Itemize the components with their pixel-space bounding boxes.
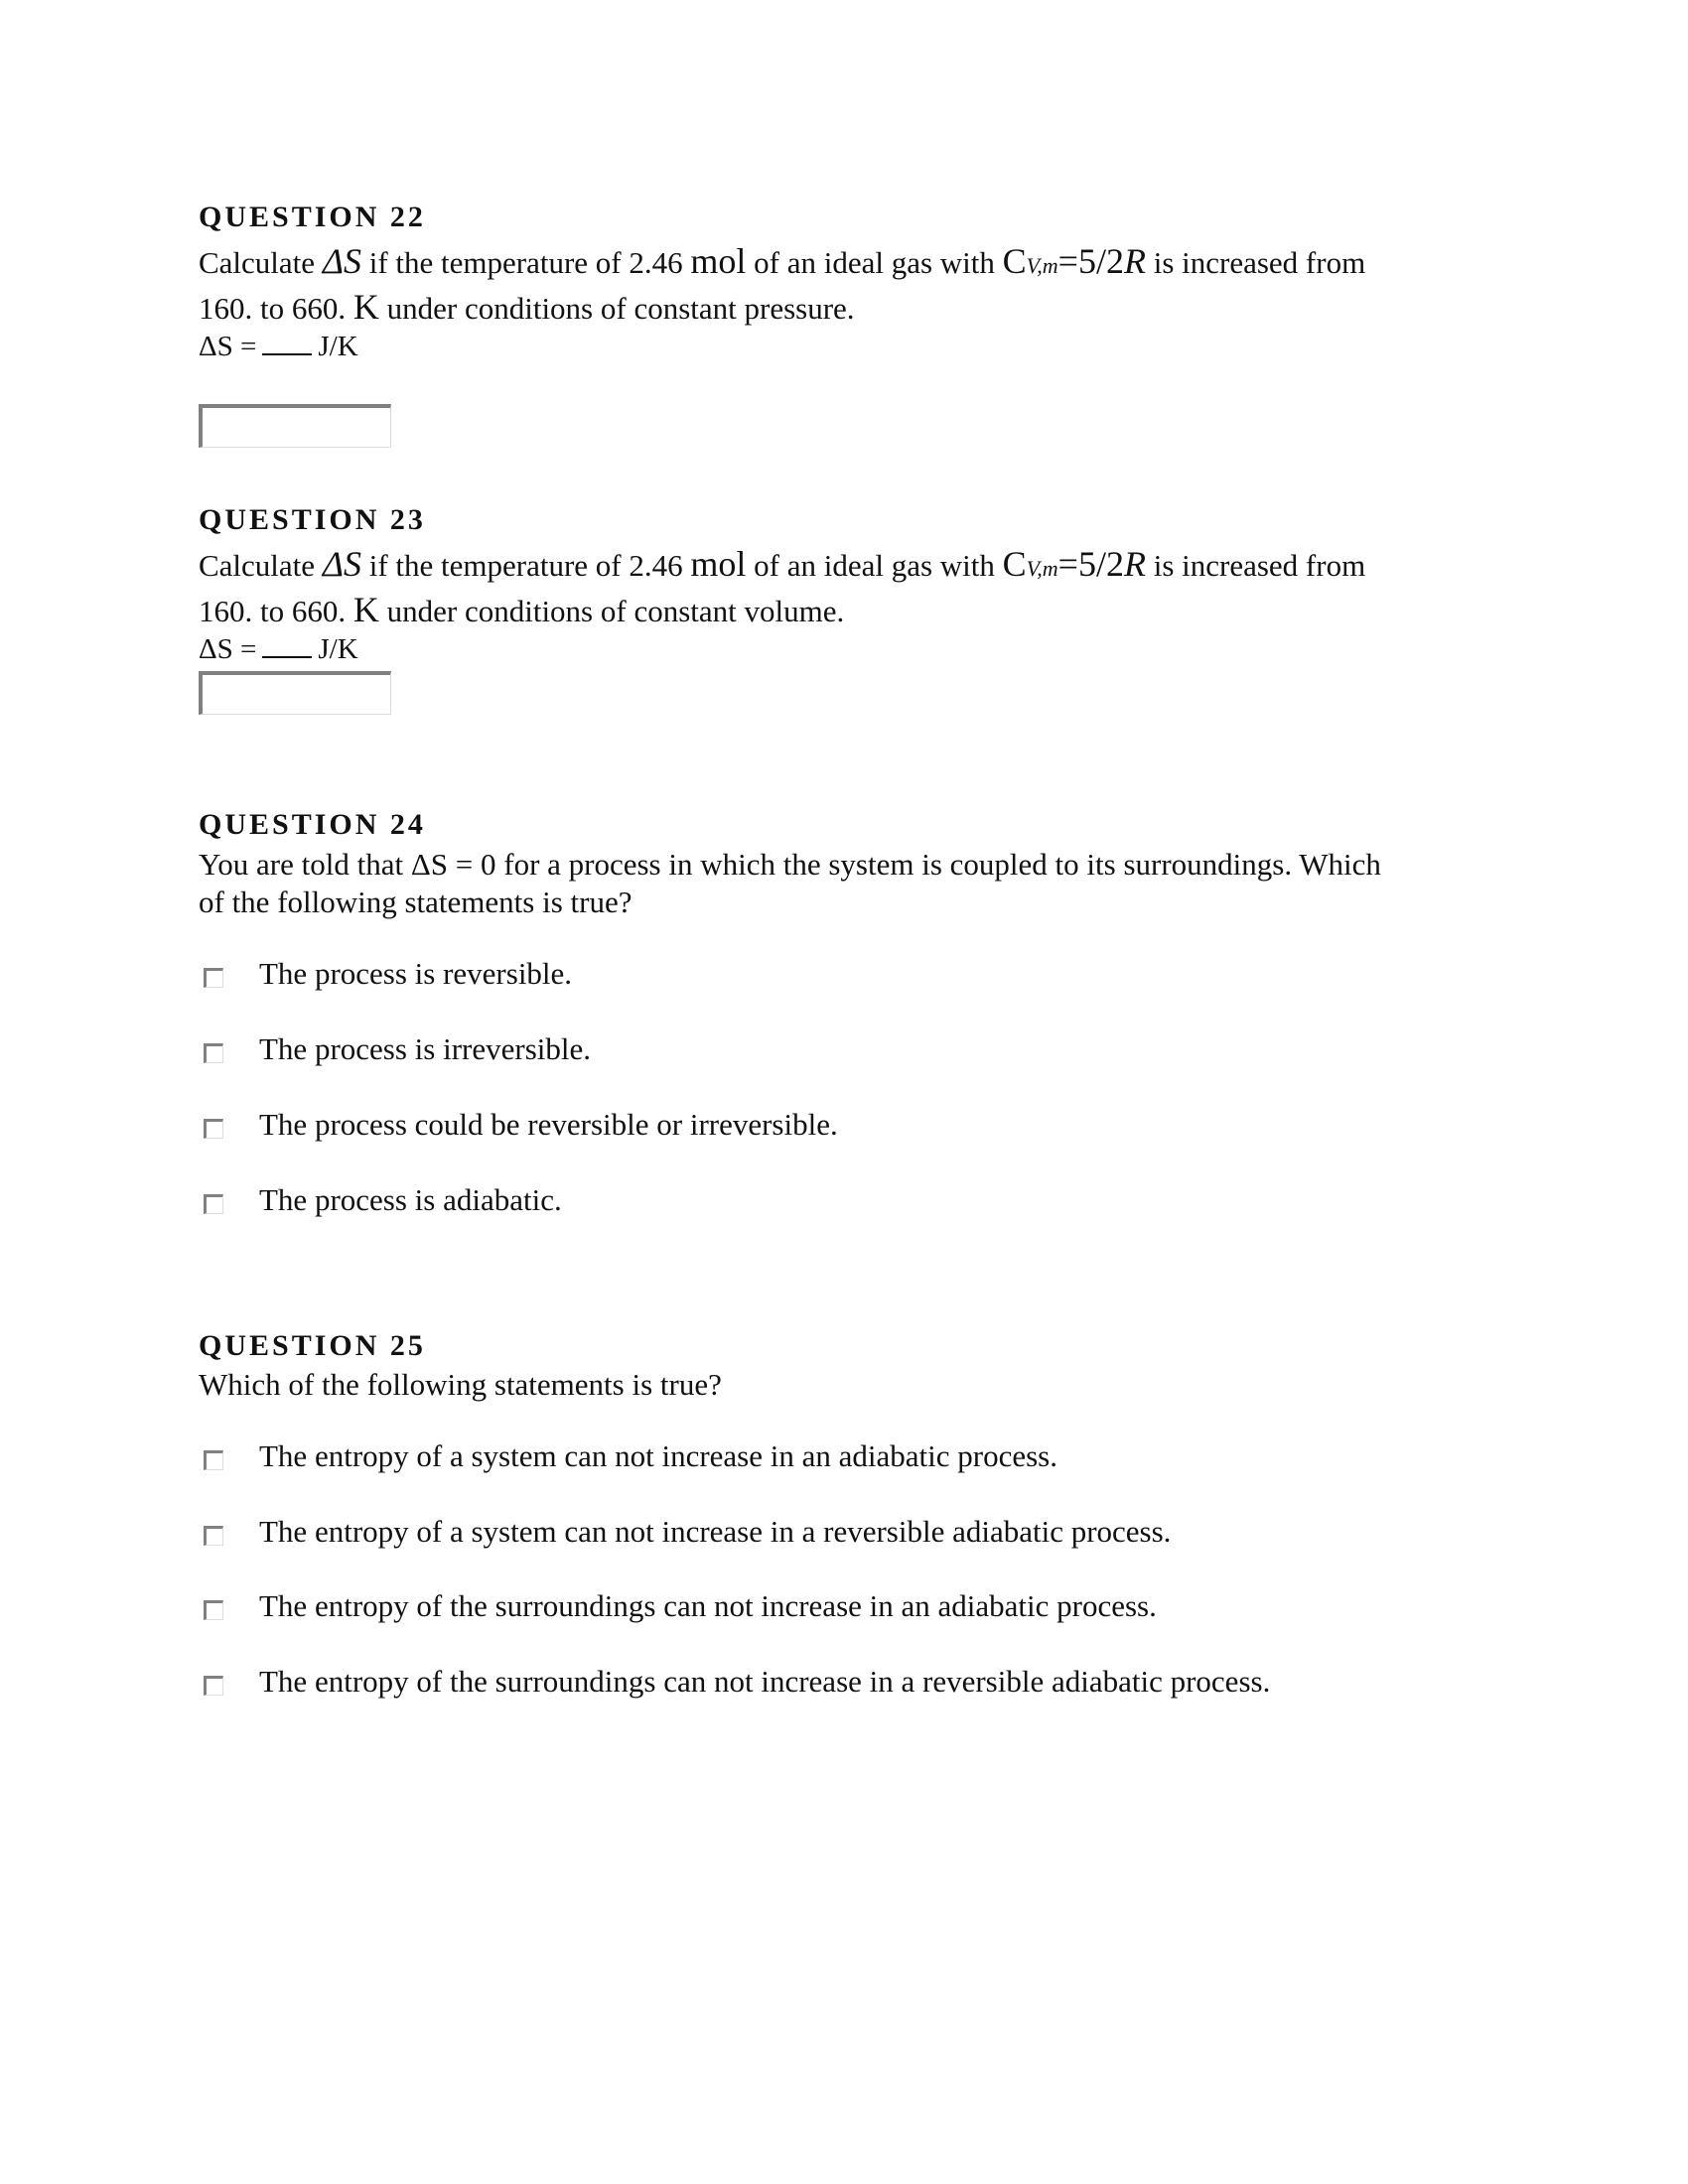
question-23-answer-label (199, 630, 358, 668)
unit-mol: mol (690, 241, 747, 281)
question-25-option-2-label[interactable]: The entropy of a system can not increase in a reversible adiabatic process. (259, 1514, 1172, 1549)
question-25-option-1-checkbox[interactable] (204, 1450, 223, 1470)
text: Calculate (199, 548, 323, 583)
question-24-option-2-checkbox[interactable] (204, 1043, 223, 1063)
question-22-heading: QUESTION 22 (199, 201, 426, 233)
question-25-heading: QUESTION 25 (199, 1329, 426, 1362)
question-22-text-line2 (199, 288, 855, 328)
text: 160. to 660. (199, 594, 353, 628)
text: 160. to 660. (199, 291, 353, 326)
question-25-option-4-label[interactable]: The entropy of the surroundings can not increase in a reversible adiabatic process. (259, 1664, 1271, 1699)
text: under conditions of constant volume. (378, 594, 845, 628)
question-25-option-3-checkbox[interactable] (204, 1600, 223, 1620)
question-24-option-3-label[interactable]: The process could be reversible or irreversible. (259, 1107, 838, 1142)
question-25-option-4-checkbox[interactable] (204, 1676, 223, 1696)
unit-k: K (352, 287, 379, 327)
cv-value: =5/2 (1057, 544, 1124, 584)
cv-value: =5/2 (1057, 241, 1124, 281)
question-24-option-1-checkbox[interactable] (204, 968, 223, 988)
text: under conditions of constant pressure. (378, 291, 855, 326)
cv-symbol: C (1002, 544, 1027, 584)
delta-s: ΔS (322, 544, 361, 584)
question-22-text-line1 (199, 242, 1365, 285)
cv-subscript: V,m (1026, 556, 1058, 581)
question-22-answer-input[interactable] (199, 404, 391, 448)
text: = 0 for a process in which the system is coupled to its surroundings. Which (448, 847, 1381, 882)
question-24-option-4-checkbox[interactable] (204, 1194, 223, 1214)
question-24-heading: QUESTION 24 (199, 808, 426, 841)
question-25-option-3-label[interactable]: The entropy of the surroundings can not increase in an adiabatic process. (259, 1588, 1157, 1623)
text: if the temperature of 2.46 (360, 548, 691, 583)
cv-subscript: V,m (1026, 253, 1058, 278)
question-25-option-1-label[interactable]: The entropy of a system can not increase in an adiabatic process. (259, 1438, 1057, 1473)
text: of an ideal gas with (746, 245, 1003, 280)
question-24-text-line2: of the following statements is true? (199, 885, 633, 919)
text: is increased from (1145, 548, 1366, 583)
text: is increased from (1145, 245, 1366, 280)
question-23-text-line1 (199, 545, 1365, 588)
answer-prefix: ΔS = (199, 633, 257, 665)
text: You are told that ΔS (199, 847, 449, 882)
blank-line (262, 634, 312, 658)
text: if the temperature of 2.46 (360, 245, 691, 280)
delta-s: ΔS (322, 241, 361, 281)
blank-line (262, 332, 312, 355)
text: Calculate (199, 245, 323, 280)
answer-unit: J/K (318, 633, 358, 665)
question-25-option-2-checkbox[interactable] (204, 1526, 223, 1546)
question-23-heading: QUESTION 23 (199, 503, 426, 536)
question-24-option-3-checkbox[interactable] (204, 1119, 223, 1139)
gas-constant: R (1123, 241, 1146, 281)
question-22-answer-label (199, 328, 358, 365)
question-23-answer-input[interactable] (199, 671, 391, 715)
question-24-text-line1 (199, 846, 1381, 884)
question-25-text: Which of the following statements is true? (199, 1367, 722, 1402)
answer-unit: J/K (318, 331, 358, 362)
cv-symbol: C (1002, 241, 1027, 281)
question-24-option-2-label[interactable]: The process is irreversible. (259, 1031, 591, 1066)
unit-k: K (352, 590, 379, 629)
question-24-option-1-label[interactable]: The process is reversible. (259, 956, 573, 991)
question-24-option-4-label[interactable]: The process is adiabatic. (259, 1182, 562, 1217)
text: of an ideal gas with (746, 548, 1003, 583)
answer-prefix: ΔS = (199, 331, 257, 362)
gas-constant: R (1123, 544, 1146, 584)
question-23-text-line2 (199, 591, 844, 630)
unit-mol: mol (690, 544, 747, 584)
